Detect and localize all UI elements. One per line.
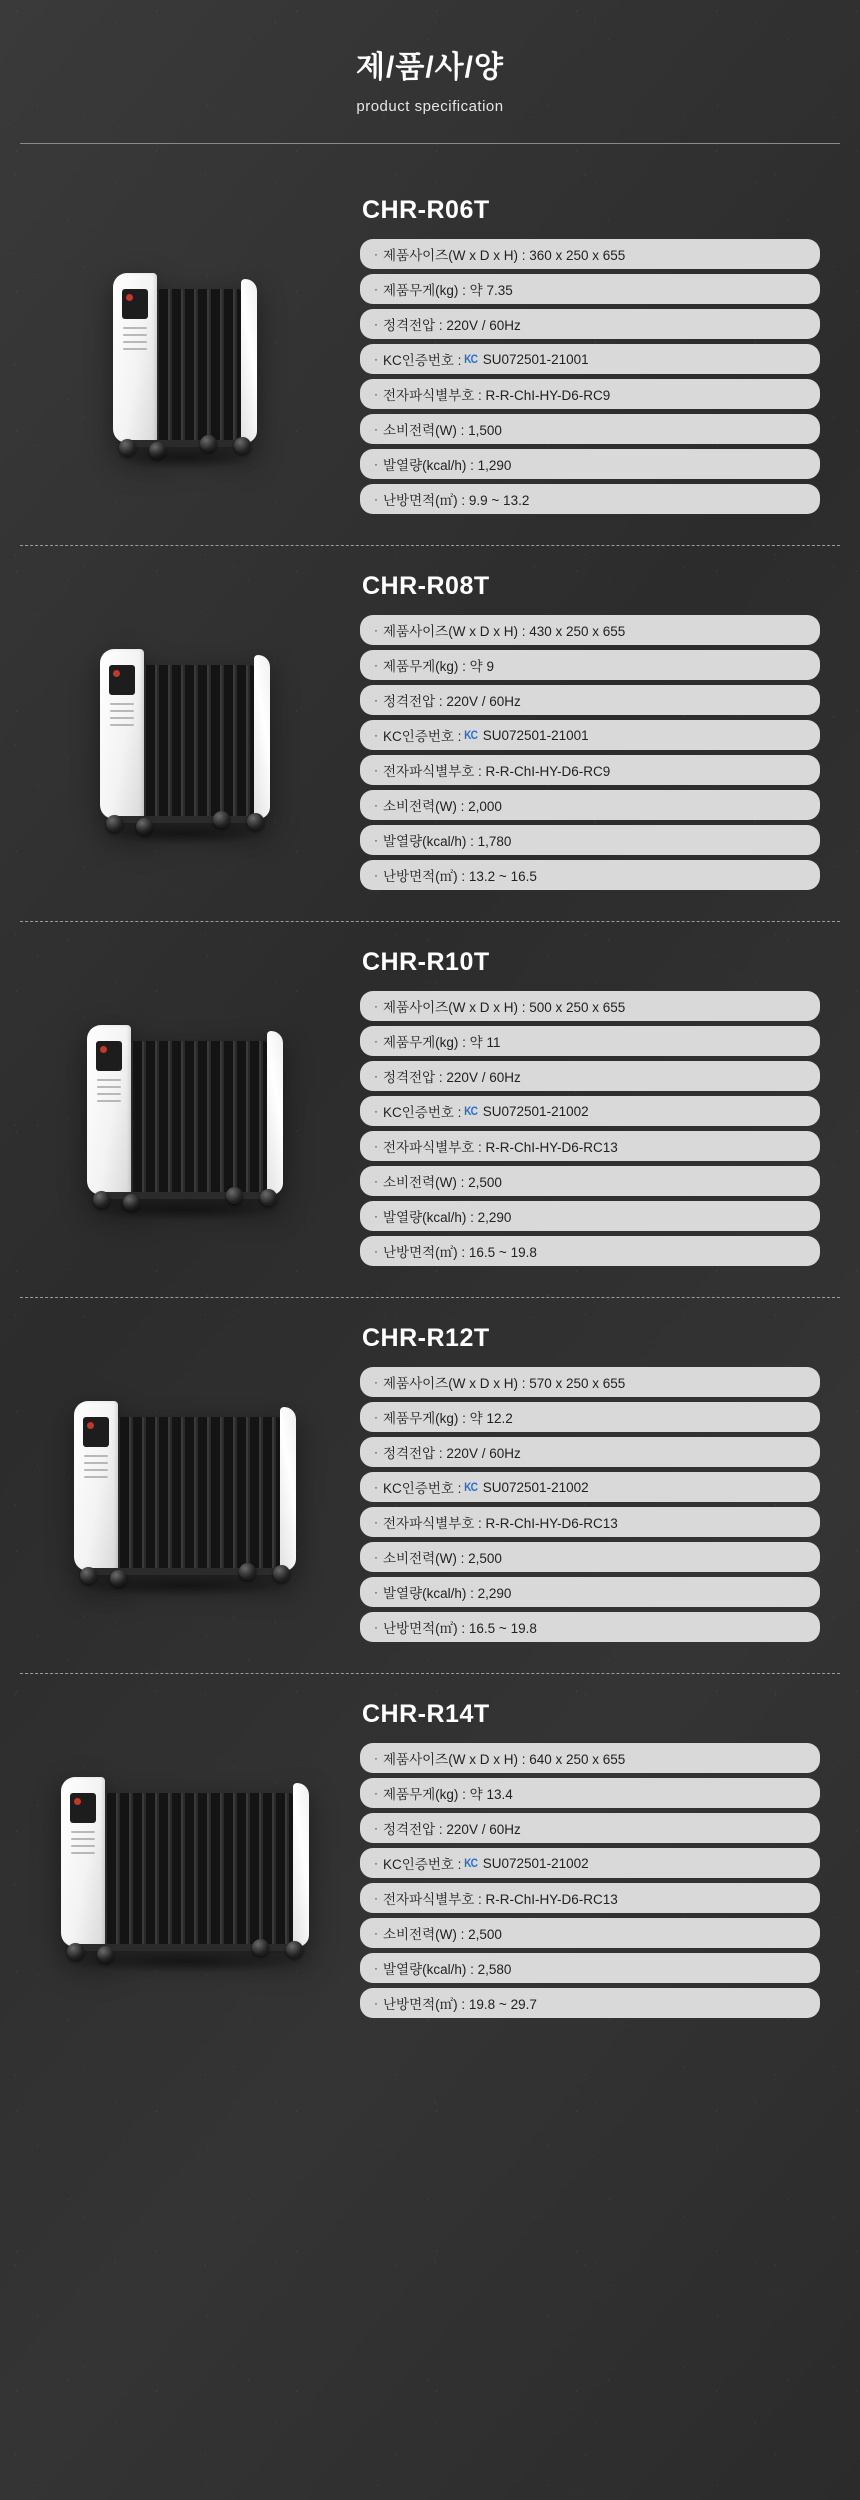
spec-text: 제품사이즈(W x D x H) : 570 x 250 x 655	[383, 1376, 626, 1391]
model-name: CHR-R06T	[362, 196, 490, 224]
spec-text: 제품무게(kg) : 약 13.4	[383, 1787, 513, 1802]
product-info	[350, 948, 840, 1271]
bullet-icon: ·	[374, 1445, 378, 1459]
spec-text: 제품무게(kg) : 약 11	[383, 1035, 501, 1050]
spec-heating-area	[360, 484, 820, 514]
bullet-icon: ·	[374, 728, 378, 742]
bullet-icon: ·	[374, 317, 378, 331]
side-housing	[280, 1407, 296, 1571]
model-name: CHR-R08T	[362, 572, 490, 600]
product-image	[20, 1025, 350, 1195]
bullet-icon: ·	[374, 1620, 378, 1634]
spec-kc-certification	[360, 1096, 820, 1126]
power-indicator-icon	[126, 294, 133, 301]
product-list	[0, 170, 860, 2049]
bullet-icon: ·	[374, 1069, 378, 1083]
spec-text: 소비전력(W) : 2,500	[383, 1927, 502, 1942]
control-lines	[71, 1831, 95, 1859]
spec-emc-code	[360, 379, 820, 409]
bullet-icon: ·	[374, 1585, 378, 1599]
power-indicator-icon	[100, 1046, 107, 1053]
spec-voltage	[360, 685, 820, 715]
spec-text: 발열량(kcal/h) : 2,290	[383, 1210, 512, 1225]
bullet-icon: ·	[374, 1034, 378, 1048]
product-block	[20, 546, 840, 921]
spec-text: 난방면적(㎡) : 16.5 ~ 19.8	[383, 1621, 537, 1636]
bullet-icon: ·	[374, 1104, 378, 1118]
spec-text: 제품무게(kg) : 약 7.35	[383, 283, 513, 298]
spec-heat-output	[360, 449, 820, 479]
kc-number: SU072501-21002	[482, 1855, 589, 1871]
spec-text: 제품무게(kg) : 약 12.2	[383, 1411, 513, 1426]
model-name: CHR-R14T	[362, 1700, 490, 1728]
model-name: CHR-R12T	[362, 1324, 490, 1352]
control-line	[71, 1852, 95, 1854]
spec-text: 난방면적(㎡) : 16.5 ~ 19.8	[383, 1245, 537, 1260]
bullet-icon: ·	[374, 999, 378, 1013]
power-indicator-icon	[74, 1798, 81, 1805]
spec-text: 제품무게(kg) : 약 9	[383, 659, 494, 674]
spec-list	[360, 1743, 820, 2018]
control-line	[71, 1845, 95, 1847]
control-line	[97, 1086, 121, 1088]
spec-text: 제품사이즈(W x D x H) : 640 x 250 x 655	[383, 1752, 626, 1767]
bullet-icon: ·	[374, 1751, 378, 1765]
spec-text: 제품사이즈(W x D x H) : 430 x 250 x 655	[383, 624, 626, 639]
spec-kc-certification	[360, 1848, 820, 1878]
header-divider	[20, 143, 840, 144]
spec-text: 정격전압 : 220V / 60Hz	[383, 318, 521, 333]
spec-text: 발열량(kcal/h) : 1,290	[383, 458, 512, 473]
control-display	[122, 289, 148, 319]
spec-voltage	[360, 1061, 820, 1091]
spec-text: 전자파식별부호 : R-R-ChI-HY-D6-RC9	[383, 764, 611, 779]
spec-heat-output	[360, 1201, 820, 1231]
heater-body	[61, 1777, 309, 1947]
spec-list	[360, 1367, 820, 1642]
spec-text: 소비전력(W) : 2,500	[383, 1551, 502, 1566]
product-illustration	[74, 1401, 296, 1571]
control-line	[84, 1462, 108, 1464]
bullet-icon: ·	[374, 658, 378, 672]
spec-weight	[360, 650, 820, 680]
control-display	[109, 665, 135, 695]
bullet-icon: ·	[374, 1891, 378, 1905]
spec-emc-code	[360, 1131, 820, 1161]
spec-text: 발열량(kcal/h) : 2,580	[383, 1962, 512, 1977]
product-illustration	[100, 649, 270, 819]
control-line	[97, 1093, 121, 1095]
control-line	[84, 1469, 108, 1471]
heater-fins	[157, 289, 241, 443]
spec-text: 정격전압 : 220V / 60Hz	[383, 1070, 521, 1085]
kc-label: KC인증번호 :	[383, 1857, 462, 1872]
product-block	[20, 170, 840, 545]
heater-body	[74, 1401, 296, 1571]
page-title: 제/품/사/양	[356, 51, 504, 84]
control-line	[110, 710, 134, 712]
control-line	[71, 1838, 95, 1840]
spec-text: 정격전압 : 220V / 60Hz	[383, 1446, 521, 1461]
spec-size	[360, 239, 820, 269]
bullet-icon: ·	[374, 693, 378, 707]
heater-fins	[131, 1041, 267, 1195]
bullet-icon: ·	[374, 1996, 378, 2010]
spec-text: 전자파식별부호 : R-R-ChI-HY-D6-RC13	[383, 1516, 618, 1531]
spec-list	[360, 991, 820, 1266]
kc-mark-icon: KC	[464, 1856, 478, 1870]
bullet-icon: ·	[374, 247, 378, 261]
control-panel-housing	[113, 273, 157, 443]
spec-power	[360, 790, 820, 820]
bullet-icon: ·	[374, 1480, 378, 1494]
spec-power	[360, 1166, 820, 1196]
product-image	[20, 273, 350, 443]
drop-shadow	[61, 1951, 309, 1973]
bullet-icon: ·	[374, 1410, 378, 1424]
spec-text: 제품사이즈(W x D x H) : 360 x 250 x 655	[383, 248, 626, 263]
product-illustration	[113, 273, 257, 443]
spec-text: 난방면적(㎡) : 13.2 ~ 16.5	[383, 869, 537, 884]
bullet-icon: ·	[374, 492, 378, 506]
control-line	[123, 334, 147, 336]
spec-size	[360, 1743, 820, 1773]
spec-text: 전자파식별부호 : R-R-ChI-HY-D6-RC9	[383, 388, 611, 403]
spec-emc-code	[360, 1507, 820, 1537]
kc-mark-icon: KC	[464, 352, 478, 366]
spec-text: 제품사이즈(W x D x H) : 500 x 250 x 655	[383, 1000, 626, 1015]
bullet-icon: ·	[374, 387, 378, 401]
control-display	[83, 1417, 109, 1447]
page-subtitle: product specification	[356, 98, 504, 115]
bullet-icon: ·	[374, 763, 378, 777]
control-lines	[97, 1079, 121, 1107]
spec-text: 정격전압 : 220V / 60Hz	[383, 1822, 521, 1837]
spec-kc-certification	[360, 344, 820, 374]
heater-fins	[118, 1417, 280, 1571]
spec-power	[360, 414, 820, 444]
drop-shadow	[100, 823, 270, 845]
control-line	[123, 348, 147, 350]
footer-spacer	[0, 2049, 860, 2085]
kc-number: SU072501-21002	[482, 1103, 589, 1119]
spec-text: 소비전력(W) : 2,500	[383, 1175, 502, 1190]
bullet-icon: ·	[374, 457, 378, 471]
control-display	[70, 1793, 96, 1823]
spec-weight	[360, 274, 820, 304]
kc-mark-icon: KC	[464, 1104, 478, 1118]
side-housing	[267, 1031, 283, 1195]
control-line	[123, 341, 147, 343]
kc-label: KC인증번호 :	[383, 1105, 462, 1120]
spec-weight	[360, 1778, 820, 1808]
spec-heat-output	[360, 825, 820, 855]
bullet-icon: ·	[374, 352, 378, 366]
product-block	[20, 922, 840, 1297]
spec-text: 소비전력(W) : 1,500	[383, 423, 502, 438]
spec-size	[360, 1367, 820, 1397]
kc-number: SU072501-21002	[482, 1479, 589, 1495]
control-line	[84, 1455, 108, 1457]
bullet-icon: ·	[374, 282, 378, 296]
product-info	[350, 1700, 840, 2023]
kc-mark-icon: KC	[464, 728, 478, 742]
heater-fins	[144, 665, 254, 819]
spec-text: 발열량(kcal/h) : 1,780	[383, 834, 512, 849]
spec-size	[360, 615, 820, 645]
bullet-icon: ·	[374, 868, 378, 882]
model-name: CHR-R10T	[362, 948, 490, 976]
heater-body	[100, 649, 270, 819]
control-line	[110, 717, 134, 719]
control-lines	[123, 327, 147, 355]
kc-number: SU072501-21001	[482, 351, 589, 367]
bullet-icon: ·	[374, 1856, 378, 1870]
bullet-icon: ·	[374, 1139, 378, 1153]
bullet-icon: ·	[374, 1961, 378, 1975]
spec-weight	[360, 1026, 820, 1056]
heater-body	[113, 273, 257, 443]
spec-heating-area	[360, 1988, 820, 2018]
product-illustration	[87, 1025, 283, 1195]
drop-shadow	[74, 1575, 296, 1597]
bullet-icon: ·	[374, 1821, 378, 1835]
spec-weight	[360, 1402, 820, 1432]
spec-text: 정격전압 : 220V / 60Hz	[383, 694, 521, 709]
spec-emc-code	[360, 755, 820, 785]
control-lines	[84, 1455, 108, 1483]
side-housing	[293, 1783, 309, 1947]
page-header	[0, 0, 860, 170]
spec-heating-area	[360, 860, 820, 890]
control-panel-housing	[100, 649, 144, 819]
spec-voltage	[360, 1437, 820, 1467]
power-indicator-icon	[113, 670, 120, 677]
spec-text: 소비전력(W) : 2,000	[383, 799, 502, 814]
product-block	[20, 1674, 840, 2049]
spec-list	[360, 615, 820, 890]
bullet-icon: ·	[374, 1209, 378, 1223]
spec-text: 전자파식별부호 : R-R-ChI-HY-D6-RC13	[383, 1140, 618, 1155]
bullet-icon: ·	[374, 623, 378, 637]
control-panel-housing	[61, 1777, 105, 1947]
spec-text: 난방면적(㎡) : 9.9 ~ 13.2	[383, 493, 530, 508]
spec-text: 전자파식별부호 : R-R-ChI-HY-D6-RC13	[383, 1892, 618, 1907]
control-lines	[110, 703, 134, 731]
spec-size	[360, 991, 820, 1021]
control-line	[71, 1831, 95, 1833]
product-block	[20, 1298, 840, 1673]
control-line	[84, 1476, 108, 1478]
product-info	[350, 196, 840, 519]
bullet-icon: ·	[374, 1550, 378, 1564]
product-image	[20, 1777, 350, 1947]
side-housing	[241, 279, 257, 443]
spec-voltage	[360, 1813, 820, 1843]
bullet-icon: ·	[374, 1786, 378, 1800]
product-info	[350, 572, 840, 895]
spec-text: 발열량(kcal/h) : 2,290	[383, 1586, 512, 1601]
bullet-icon: ·	[374, 1515, 378, 1529]
product-info	[350, 1324, 840, 1647]
kc-label: KC인증번호 :	[383, 1481, 462, 1496]
spec-emc-code	[360, 1883, 820, 1913]
kc-label: KC인증번호 :	[383, 729, 462, 744]
bullet-icon: ·	[374, 422, 378, 436]
drop-shadow	[87, 1199, 283, 1221]
spec-heat-output	[360, 1577, 820, 1607]
bullet-icon: ·	[374, 1174, 378, 1188]
bullet-icon: ·	[374, 1244, 378, 1258]
kc-number: SU072501-21001	[482, 727, 589, 743]
heater-fins	[105, 1793, 293, 1947]
control-line	[97, 1100, 121, 1102]
control-panel-housing	[74, 1401, 118, 1571]
bullet-icon: ·	[374, 798, 378, 812]
bullet-icon: ·	[374, 833, 378, 847]
kc-mark-icon: KC	[464, 1480, 478, 1494]
control-display	[96, 1041, 122, 1071]
spec-heat-output	[360, 1953, 820, 1983]
product-image	[20, 1401, 350, 1571]
spec-power	[360, 1542, 820, 1572]
product-image	[20, 649, 350, 819]
control-line	[110, 703, 134, 705]
control-line	[110, 724, 134, 726]
spec-heating-area	[360, 1236, 820, 1266]
spec-text: 난방면적(㎡) : 19.8 ~ 29.7	[383, 1997, 537, 2012]
spec-voltage	[360, 309, 820, 339]
side-housing	[254, 655, 270, 819]
product-illustration	[61, 1777, 309, 1947]
spec-list	[360, 239, 820, 514]
power-indicator-icon	[87, 1422, 94, 1429]
control-line	[97, 1079, 121, 1081]
drop-shadow	[113, 447, 257, 469]
kc-label: KC인증번호 :	[383, 353, 462, 368]
bullet-icon: ·	[374, 1375, 378, 1389]
spec-power	[360, 1918, 820, 1948]
heater-body	[87, 1025, 283, 1195]
spec-kc-certification	[360, 1472, 820, 1502]
spec-kc-certification	[360, 720, 820, 750]
spec-heating-area	[360, 1612, 820, 1642]
bullet-icon: ·	[374, 1926, 378, 1940]
control-panel-housing	[87, 1025, 131, 1195]
control-line	[123, 327, 147, 329]
